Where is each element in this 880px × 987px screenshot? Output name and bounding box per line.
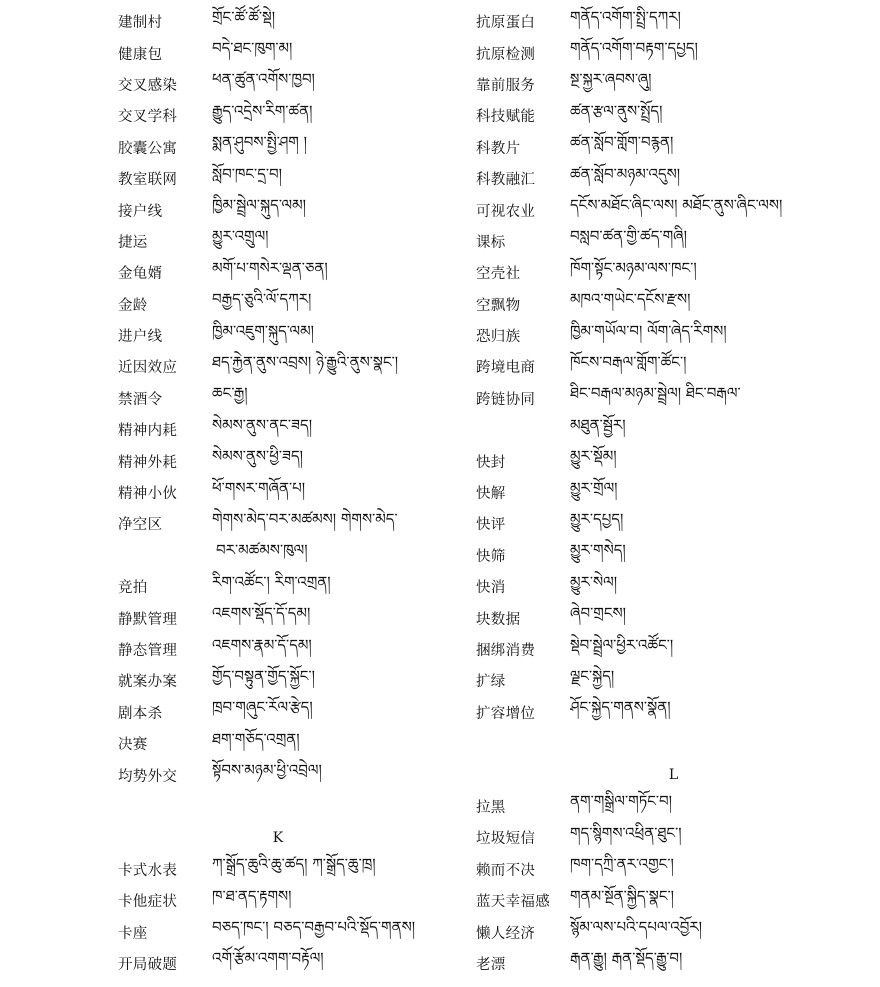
- chinese-term: 竞拍: [118, 580, 148, 597]
- chinese-term: 蓝天幸福感: [476, 894, 550, 911]
- tibetan-term: སྙོམ་ལས་པའི་དཔལ་འབྱོར།: [570, 918, 703, 937]
- tibetan-term: སེམས་ནུས་ནང་ཟད།: [212, 415, 313, 434]
- chinese-term: 捷运: [118, 234, 148, 251]
- tibetan-term: རིག་འཚོང་། རིག་འགྲན།: [212, 572, 331, 591]
- section-letter-heading: L: [668, 767, 679, 784]
- chinese-term: 精神小伙: [118, 486, 178, 503]
- chinese-term: 科教片: [476, 140, 521, 157]
- tibetan-term: ཆང་རྒྱ།: [212, 384, 248, 403]
- chinese-term: 扩绿: [476, 674, 506, 691]
- tibetan-term: གད་སྙིགས་འཕྲིན་ཐུང་།: [570, 823, 682, 842]
- chinese-term: 快解: [476, 486, 506, 503]
- tibetan-term: བཅད་ཁང་། བཅད་བརྒྱབ་པའི་སྡོད་གནས།: [212, 918, 416, 937]
- chinese-term: 金龟婿: [118, 266, 163, 283]
- glossary-entry: [476, 540, 871, 571]
- chinese-term: 决赛: [118, 737, 148, 754]
- glossary-entry: [476, 445, 871, 476]
- chinese-term: 剧本杀: [118, 705, 163, 722]
- chinese-term: 拉黑: [476, 799, 506, 816]
- tibetan-term: ཁྱིམ་གཡོལ་བ། ལོག་ཞེད་རིགས།: [570, 321, 727, 340]
- glossary-entry: [476, 100, 871, 131]
- glossary-entry: [476, 571, 871, 602]
- tibetan-term: མྱུར་དཔྱད།: [570, 509, 624, 528]
- chinese-term: 懒人经济: [476, 925, 536, 942]
- tibetan-term: ཐིང་བརྒལ་མཉམ་སྦྲེལ། ཐིང་བརྒལ་: [570, 384, 741, 403]
- chinese-term: 进户线: [118, 329, 163, 346]
- tibetan-term: གྱོད་བསྟུན་གྱོད་སྐྱོང་།: [212, 666, 315, 685]
- glossary-entry: [476, 37, 871, 68]
- tibetan-term: ནག་གསྒྲིལ་གཏོང་བ།: [570, 792, 672, 811]
- chinese-term: 垃圾短信: [476, 831, 536, 848]
- glossary-entry: [118, 132, 458, 163]
- chinese-term: 教室联网: [118, 172, 178, 189]
- chinese-term: 科教融汇: [476, 172, 536, 189]
- chinese-term: 精神外耗: [118, 454, 178, 471]
- tibetan-term: ཕོ་གསར་གཞོན་པ།: [212, 478, 306, 497]
- chinese-term: 课标: [476, 234, 506, 251]
- chinese-term: 空飘物: [476, 297, 521, 314]
- chinese-term: 金龄: [118, 297, 148, 314]
- chinese-term: 抗原蛋白: [476, 15, 536, 32]
- tibetan-term: གནོད་འགོག་སྤྲི་དཀར།: [570, 7, 681, 26]
- tibetan-term: མཁའ་གཡེང་དངོས་རྫས།: [570, 290, 691, 309]
- tibetan-term: བསླབ་ཚན་གྱི་ཚད་གཞི།: [570, 227, 687, 246]
- tibetan-term: སེམས་ནུས་ཕྱི་ཟད།: [212, 447, 303, 466]
- chinese-term: 空壳社: [476, 266, 521, 283]
- tibetan-term: སྔ་སྐྱར་ཞབས་ཞུ།: [570, 70, 652, 89]
- tibetan-term: མྱུར་འགྲུལ།: [212, 227, 269, 246]
- chinese-term: 静态管理: [118, 643, 178, 659]
- chinese-term: 捆绑消费: [476, 643, 536, 659]
- tibetan-term: ཁྲབ་གཞུང་རོལ་རྩེད།: [212, 698, 313, 717]
- tibetan-term: འགོ་རྩོམ་འགག་བརྟོལ།: [212, 949, 324, 968]
- tibetan-term: ཐག་གཅོད་འགྲན།: [212, 729, 300, 748]
- chinese-term: 抗原检测: [476, 46, 536, 63]
- left-column: [118, 6, 458, 979]
- chinese-term: 建制村: [118, 15, 163, 32]
- glossary-entry: [476, 602, 871, 633]
- tibetan-term: མྱུར་གྲོལ།: [570, 478, 618, 497]
- tibetan-term: ཞེབ་གྲངས།: [570, 604, 626, 623]
- chinese-term: 快消: [476, 580, 506, 597]
- tibetan-term: དངོས་མཐོང་ཞིང་ལས། མཐོང་ནུས་ཞིང་ལས།: [570, 196, 783, 215]
- tibetan-term: ཁོག་སྟོང་མཉམ་ལས་ཁང་།: [570, 258, 697, 277]
- tibetan-term: གེགས་མེད་བར་མཚམས། གེགས་མེད་: [212, 509, 398, 528]
- chinese-term: 交叉学科: [118, 109, 178, 126]
- tibetan-term: མྱུར་གསེད།: [570, 541, 626, 560]
- chinese-term: 交叉感染: [118, 77, 178, 94]
- glossary-entry: [118, 351, 458, 382]
- tibetan-term: ཐད་རྐྱེན་ནུས་འབྲས། ཉེ་རྒྱུའི་ནུས་སྣང་།: [212, 353, 399, 371]
- tibetan-term: ཁག་དཀྲི་ནར་འགྱང་།: [570, 855, 674, 874]
- tibetan-term: ཁྱིམ་འཇུག་སྐུད་ལམ།: [212, 321, 315, 340]
- tibetan-term: ཚན་སློབ་མཉམ་འདུས།: [570, 164, 681, 183]
- tibetan-term: ཚན་རྩལ་ནུས་སྤྲོད།: [570, 101, 663, 120]
- chinese-term: 健康包: [118, 46, 163, 63]
- section-letter-heading: K: [272, 829, 284, 846]
- glossary-entry: [476, 477, 871, 508]
- glossary-entry: [476, 665, 871, 696]
- tibetan-term: མྱུར་སྡོམ།: [570, 447, 617, 466]
- right-column: [476, 6, 871, 979]
- chinese-term: 快评: [476, 517, 506, 534]
- chinese-term: 卡他症状: [118, 894, 178, 911]
- tibetan-term: སྨན་ཤུབས་སྤྱི་ཤག །: [212, 133, 307, 152]
- chinese-term: 快筛: [476, 548, 506, 565]
- glossary-entry: [118, 194, 458, 225]
- chinese-term: 恐归族: [476, 329, 521, 346]
- glossary-entry: [476, 383, 871, 414]
- tibetan-term: གནམ་སྔོན་སྐྱིད་སྣང་།: [570, 886, 674, 905]
- tibetan-term: རྒན་རྒྱུ། རྒན་སྡོད་རྒྱུ་བ།: [570, 949, 683, 968]
- tibetan-term: བདེ་ཐང་ཁུག་མ།: [212, 39, 293, 58]
- chinese-term: 块数据: [476, 611, 521, 628]
- chinese-term: 就案办案: [118, 674, 178, 691]
- tibetan-term: སྟོབས་མཉམ་ཕྱི་འབྲེལ།: [212, 761, 322, 780]
- chinese-term: 胶囊公寓: [118, 140, 178, 157]
- tibetan-term: རྒྱུད་འདྲེས་རིག་ཚན།: [212, 101, 313, 120]
- glossary-entry: [476, 508, 871, 539]
- chinese-term: 卡座: [118, 925, 148, 942]
- tibetan-term: ཤོང་སྐྱེད་གནས་སྣོན།: [570, 698, 671, 717]
- chinese-term: 接户线: [118, 203, 163, 220]
- tibetan-term: འཇགས་སྡོད་དོ་དམ།: [212, 604, 311, 623]
- glossary-entry: [476, 634, 871, 665]
- chinese-term: 老漂: [476, 956, 506, 973]
- tibetan-term: གྲོང་ཚོ་ཚོ་སྡེ།: [212, 7, 276, 26]
- chinese-term: 近因效应: [118, 360, 178, 377]
- glossary-entry: [476, 948, 871, 979]
- chinese-term: 科技赋能: [476, 109, 536, 126]
- chinese-term: 赖而不决: [476, 862, 536, 879]
- tibetan-term: ལྗང་སྐྱེད།: [570, 666, 615, 685]
- tibetan-term: ཁོངས་བརྒལ་གློག་ཚོང་།: [570, 353, 687, 371]
- tibetan-term: འཇགས་རྣམ་དོ་དམ།: [212, 635, 312, 654]
- chinese-term: 静默管理: [118, 611, 178, 628]
- chinese-term: 扩容增位: [476, 705, 536, 722]
- chinese-term: 开局破题: [118, 956, 178, 973]
- chinese-term: 均势外交: [118, 768, 178, 785]
- tibetan-term: སྡེབ་སྦྲེལ་ཕྱིར་འཚོང་།: [570, 635, 674, 654]
- tibetan-term: མྱུར་སེལ།: [570, 572, 618, 591]
- tibetan-term: མཐུན་སྦྱོར།: [570, 415, 626, 434]
- tibetan-term: བར་མཚམས་ཁུལ།: [216, 541, 308, 560]
- tibetan-term: གནོད་འགོག་བརྟག་དཔྱད།: [570, 39, 698, 58]
- chinese-term: 禁酒令: [118, 391, 163, 408]
- chinese-term: 快封: [476, 454, 506, 471]
- chinese-term: 靠前服务: [476, 77, 536, 94]
- chinese-term: 卡式水表: [118, 862, 178, 879]
- tibetan-term: མགོ་པ་གསེར་ལྡན་ཅན།: [212, 258, 328, 277]
- tibetan-term: ཀ་སྒྲོད་ཆུའི་ཆུ་ཚད། ཀ་སྒྲོད་ཆུ་ཁྲ།: [212, 855, 376, 874]
- tibetan-term: ཚན་སློབ་གློག་བརྙན།: [570, 133, 674, 152]
- chinese-term: 跨链协同: [476, 391, 536, 408]
- tibetan-term: སློབ་ཁང་དྲ་བ།: [212, 164, 282, 183]
- tibetan-term: ཁ་ཐ་ནད་རྟགས།: [212, 886, 292, 905]
- tibetan-term: ཕན་ཚུན་འགོས་ཁྱབ།: [212, 70, 315, 89]
- tibetan-term: བརྒྱད་ཅུའི་ལོ་དཀར།: [212, 290, 312, 309]
- spacer: [476, 728, 871, 759]
- glossary-entry: [118, 759, 458, 790]
- tibetan-term: ཁྱིམ་སྦྲེལ་སྐུད་ལམ།: [212, 196, 307, 215]
- glossary-entry: [476, 697, 871, 728]
- chinese-term: 可视农业: [476, 203, 536, 220]
- chinese-term: 净空区: [118, 517, 163, 534]
- chinese-term: 精神内耗: [118, 423, 178, 440]
- chinese-term: 跨境电商: [476, 360, 536, 377]
